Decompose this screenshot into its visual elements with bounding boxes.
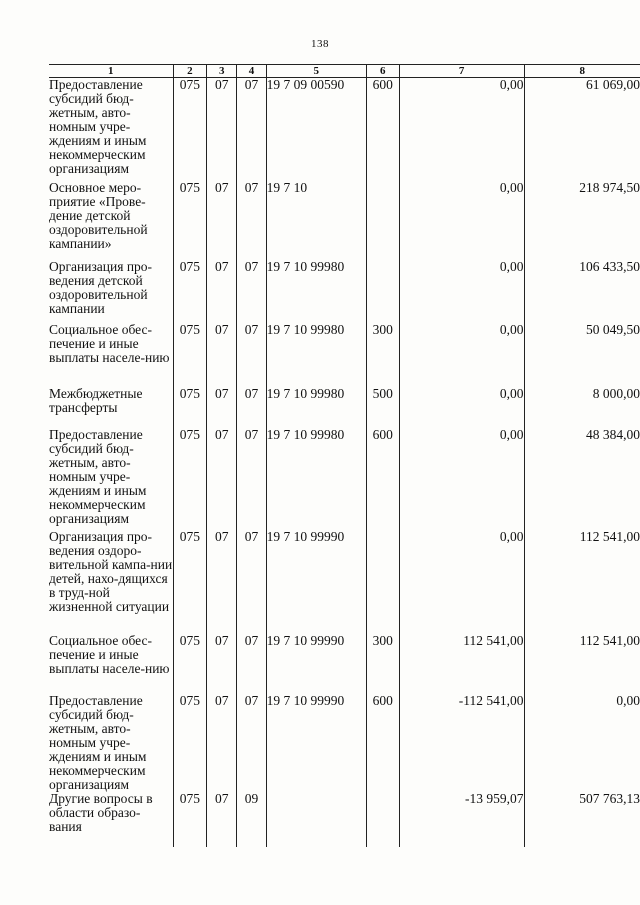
cell-subsection: 09 xyxy=(237,792,266,847)
cell-target-article: 19 7 10 99990 xyxy=(266,530,366,634)
page-number: 138 xyxy=(311,38,329,50)
cell-ministry-code: 075 xyxy=(173,792,207,847)
cell-ministry-code: 075 xyxy=(173,181,207,260)
budget-table xyxy=(49,64,640,847)
cell-target-article: 19 7 10 99990 xyxy=(266,634,366,694)
cell-subsection: 07 xyxy=(237,323,266,387)
row-name: Предоставление субсидий бюд-жетным, авто-номным учре-ждениям и иным некоммерческим организациям xyxy=(49,426,147,526)
cell-change-amount: 112 541,00 xyxy=(399,634,524,694)
cell-section: 07 xyxy=(207,78,237,181)
table-row xyxy=(49,260,640,323)
cell-total-amount: 106 433,50 xyxy=(524,260,640,323)
cell-subsection: 07 xyxy=(237,181,266,260)
col-header-1: 1 xyxy=(49,65,173,78)
cell-target-article: 19 7 10 99990 xyxy=(266,694,366,792)
cell-section: 07 xyxy=(207,792,237,847)
cell-subsection: 07 xyxy=(237,428,266,530)
cell-change-amount: -13 959,07 xyxy=(399,792,524,847)
cell-expense-type: 600 xyxy=(366,78,399,181)
cell-subsection: 07 xyxy=(237,634,266,694)
table-row xyxy=(49,387,640,428)
cell-subsection: 07 xyxy=(237,78,266,181)
cell-total-amount: 48 384,00 xyxy=(524,428,640,530)
row-name: Социальное обес-печение и иные выплаты населе-нию xyxy=(49,321,170,365)
cell-section: 07 xyxy=(207,530,237,634)
cell-target-article: 19 7 10 99980 xyxy=(266,260,366,323)
table-row xyxy=(49,530,640,634)
cell-total-amount: 50 049,50 xyxy=(524,323,640,387)
table-row xyxy=(49,78,640,181)
col-header-8: 8 xyxy=(524,65,640,78)
row-name: Межбюджетные трансферты xyxy=(49,385,143,415)
cell-ministry-code: 075 xyxy=(173,387,207,428)
cell-section: 07 xyxy=(207,694,237,792)
cell-expense-type: 500 xyxy=(366,387,399,428)
cell-total-amount: 218 974,50 xyxy=(524,181,640,260)
cell-expense-type: 600 xyxy=(366,694,399,792)
col-header-4: 4 xyxy=(237,65,266,78)
col-header-6: 6 xyxy=(366,65,399,78)
cell-total-amount: 8 000,00 xyxy=(524,387,640,428)
col-header-3: 3 xyxy=(207,65,237,78)
cell-change-amount: 0,00 xyxy=(399,78,524,181)
cell-section: 07 xyxy=(207,428,237,530)
cell-target-article: 19 7 10 99980 xyxy=(266,387,366,428)
cell-subsection: 07 xyxy=(237,387,266,428)
cell-expense-type xyxy=(366,792,399,847)
cell-section: 07 xyxy=(207,634,237,694)
cell-total-amount: 0,00 xyxy=(524,694,640,792)
row-name: Другие вопросы в области образо-вания xyxy=(49,790,153,834)
cell-total-amount: 507 763,13 xyxy=(524,792,640,847)
cell-ministry-code: 075 xyxy=(173,260,207,323)
table-row xyxy=(49,323,640,387)
cell-subsection: 07 xyxy=(237,260,266,323)
row-name: Организация про-ведения оздоро-вительной кампа-нии детей, нахо-дящихся в труд-ной жизненной ситуации xyxy=(49,528,173,614)
cell-target-article: 19 7 10 99980 xyxy=(266,323,366,387)
col-header-7: 7 xyxy=(399,65,524,78)
cell-ministry-code: 075 xyxy=(173,428,207,530)
cell-expense-type: 300 xyxy=(366,323,399,387)
cell-target-article: 19 7 10 99980 xyxy=(266,428,366,530)
cell-expense-type: 300 xyxy=(366,634,399,694)
cell-target-article: 19 7 10 xyxy=(266,181,366,260)
row-name: Основное меро-приятие «Прове-дение детской оздоровительной кампании» xyxy=(49,179,148,251)
cell-ministry-code: 075 xyxy=(173,530,207,634)
cell-expense-type xyxy=(366,181,399,260)
cell-total-amount: 61 069,00 xyxy=(524,78,640,181)
cell-expense-type xyxy=(366,530,399,634)
cell-change-amount: -112 541,00 xyxy=(399,694,524,792)
table-row xyxy=(49,428,640,530)
cell-change-amount: 0,00 xyxy=(399,428,524,530)
col-header-5: 5 xyxy=(266,65,366,78)
cell-expense-type: 600 xyxy=(366,428,399,530)
table-row xyxy=(49,694,640,792)
cell-ministry-code: 075 xyxy=(173,694,207,792)
cell-change-amount: 0,00 xyxy=(399,387,524,428)
col-header-2: 2 xyxy=(173,65,207,78)
cell-change-amount: 0,00 xyxy=(399,181,524,260)
table-row xyxy=(49,792,640,847)
row-name: Предоставление субсидий бюд-жетным, авто-номным учре-ждениям и иным некоммерческим организациям xyxy=(49,77,147,176)
cell-change-amount: 0,00 xyxy=(399,260,524,323)
cell-change-amount: 0,00 xyxy=(399,323,524,387)
row-name: Организация про-ведения детской оздоровительной кампании xyxy=(49,258,153,316)
row-name: Предоставление субсидий бюд-жетным, авто-номным учре-ждениям и иным некоммерческим организациям xyxy=(49,692,147,792)
row-name: Социальное обес-печение и иные выплаты населе-нию xyxy=(49,632,170,676)
cell-total-amount: 112 541,00 xyxy=(524,530,640,634)
cell-target-article xyxy=(266,792,366,847)
cell-expense-type xyxy=(366,260,399,323)
cell-total-amount: 112 541,00 xyxy=(524,634,640,694)
table-row xyxy=(49,181,640,260)
cell-section: 07 xyxy=(207,260,237,323)
header-row xyxy=(49,65,640,78)
cell-section: 07 xyxy=(207,323,237,387)
cell-subsection: 07 xyxy=(237,694,266,792)
cell-subsection: 07 xyxy=(237,530,266,634)
cell-section: 07 xyxy=(207,387,237,428)
table-row xyxy=(49,634,640,694)
cell-change-amount: 0,00 xyxy=(399,530,524,634)
cell-target-article: 19 7 09 00590 xyxy=(266,78,366,181)
cell-section: 07 xyxy=(207,181,237,260)
cell-ministry-code: 075 xyxy=(173,78,207,181)
cell-ministry-code: 075 xyxy=(173,634,207,694)
cell-ministry-code: 075 xyxy=(173,323,207,387)
